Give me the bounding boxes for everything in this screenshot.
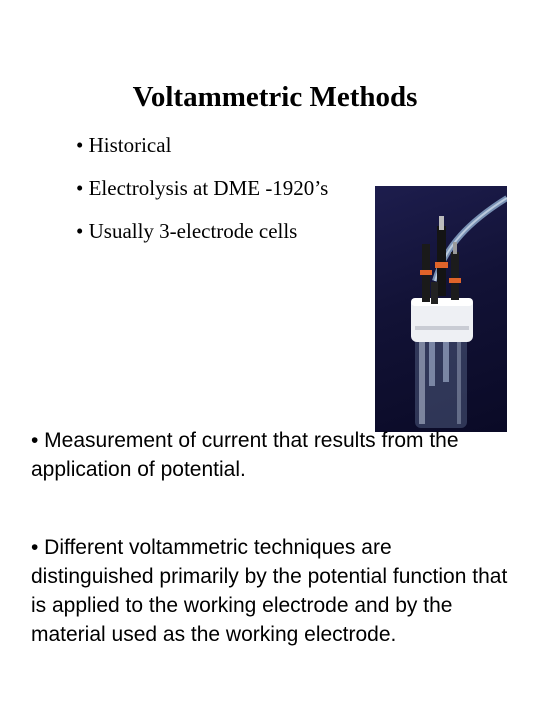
slide-title: Voltammetric Methods — [132, 81, 418, 113]
top-bullet-list — [76, 131, 328, 260]
electrochemical-cell-photo — [375, 186, 507, 432]
paragraph-voltammetric-techniques: • Different voltammetric techniques are distinguished primarily by the potential function that is applied to the working electrode and by the material used as the working electrode. — [31, 536, 508, 646]
electrochemical-cell-illustration — [375, 186, 507, 432]
bullet-electrolysis-dme: • Electrolysis at DME -1920’s — [76, 176, 329, 200]
bullet-three-electrode-cells: • Usually 3-electrode cells — [76, 219, 298, 243]
bullet-historical: • Historical — [76, 133, 172, 157]
paragraph-measurement-of-current: • Measurement of current that results from the application of potential. — [31, 429, 459, 481]
